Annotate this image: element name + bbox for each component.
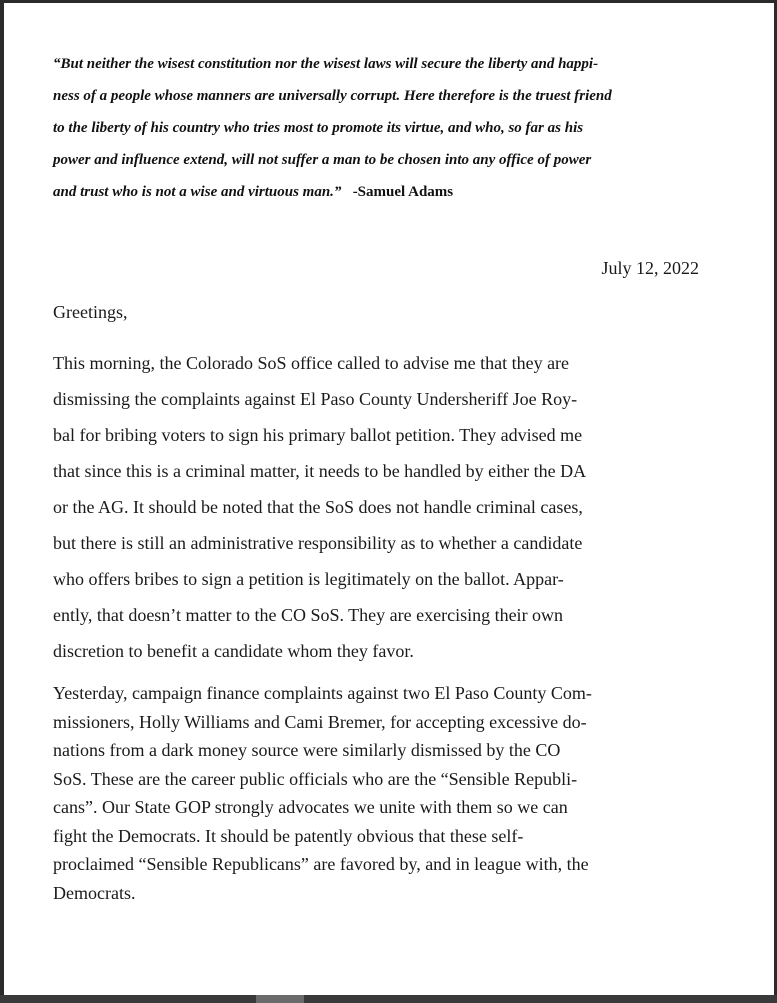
paragraph-line: SoS. These are the career public officials who are the “Sensible Republi- — [53, 768, 578, 789]
paragraph-1 — [53, 345, 733, 669]
paragraph-line: proclaimed “Sensible Republicans” are favored by, and in league with, the — [53, 854, 589, 874]
quote-line: to the liberty of his country who tries most to promote its virtue, and who, so far as his — [53, 120, 584, 136]
quote-attribution: -Samuel Adams — [352, 184, 454, 200]
quote-line: ness of a people whose manners are universally corrupt. Here therefore is the truest friend — [53, 88, 612, 104]
bottom-border — [0, 995, 777, 1003]
quote-line-last — [53, 176, 723, 208]
paragraph-line: Yesterday, campaign finance complaints against two El Paso County Com- — [53, 683, 592, 703]
paragraph-line: who offers bribes to sign a petition is legitimately on the ballot. Appar- — [53, 569, 564, 589]
quote-line: “But neither the wisest constitution nor the wisest laws will secure the liberty and happi- — [53, 56, 599, 72]
paragraph-line: bal for bribing voters to sign his primary ballot petition. They advised me — [53, 425, 583, 445]
paragraph-line: cans”. Our State GOP strongly advocates we unite with them so we can — [53, 797, 568, 817]
letter-page — [4, 3, 774, 995]
paragraph-line: fight the Democrats. It should be patently obvious that these self- — [53, 825, 524, 846]
paragraph-2 — [53, 679, 733, 907]
paragraph-line: or the AG. It should be noted that the SoS does not handle criminal cases, — [53, 497, 583, 517]
letter-greeting: Greetings, — [53, 302, 128, 322]
letter-date: July 12, 2022 — [601, 258, 699, 278]
paragraph-line: ently, that doesn’t matter to the CO SoS. They are exercising their own — [53, 605, 564, 625]
quote-text: and trust who is not a wise and virtuous man.” — [53, 184, 342, 200]
scroll-thumb — [256, 995, 304, 1003]
paragraph-line: missioners, Holly Williams and Cami Bremer, for accepting excessive do- — [53, 711, 587, 732]
paragraph-line: discretion to benefit a candidate whom they favor. — [53, 641, 414, 661]
paragraph-line: This morning, the Colorado SoS office called to advise me that they are — [53, 353, 570, 373]
paragraph-line: but there is still an administrative responsibility as to whether a candidate — [53, 533, 583, 553]
epigraph-quote — [53, 48, 723, 208]
paragraph-line: that since this is a criminal matter, it needs to be handled by either the DA — [53, 461, 587, 481]
quote-line: power and influence extend, will not suffer a man to be chosen into any office of power — [53, 152, 592, 168]
paragraph-line: dismissing the complaints against El Paso County Undersheriff Joe Roy- — [53, 389, 578, 409]
paragraph-line: Democrats. — [53, 882, 136, 903]
paragraph-line: nations from a dark money source were similarly dismissed by the CO — [53, 740, 561, 760]
